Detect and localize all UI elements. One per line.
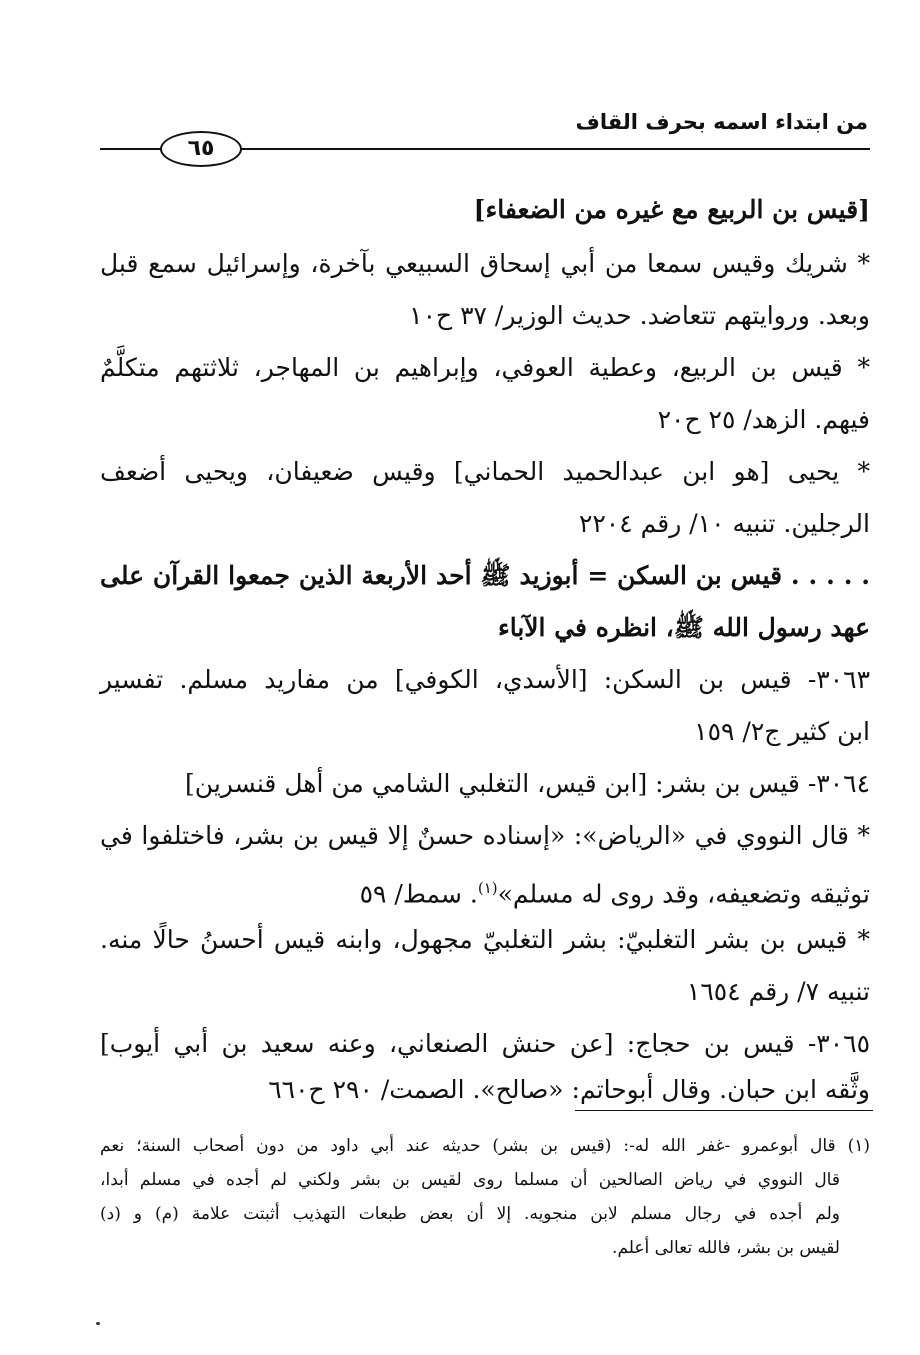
- text-line: فيهم. الزهد/ ٢٥ ح٢٠: [657, 405, 870, 434]
- running-head-title: من ابتداء اسمه بحرف القاف: [575, 110, 868, 134]
- footnote-line: (١) قال أبوعمرو -غفر الله له-: (قيس بن بشر) حديثه عند أبي داود من دون أصحاب السنة؛ نعم: [100, 1136, 870, 1156]
- text-line: [360, 868, 870, 914]
- footnote-line: لقيس بن بشر، فالله تعالى أعلم.: [612, 1238, 840, 1258]
- entry-3063: ٣٠٦٣- قيس بن السكن: [الأسدي، الكوفي] من مفاريد مسلم. تفسير: [100, 665, 870, 694]
- section-heading: [قيس بن الربيع مع غيره من الضعفاء]: [473, 195, 870, 224]
- text-line: * شريك وقيس سمعا من أبي إسحاق السبيعي بآخرة، وإسرائيل سمع قبل: [100, 249, 870, 278]
- text-line: * قيس بن الربيع، وعطية العوفي، وإبراهيم بن المهاجر، ثلاثتهم متكلَّمٌ: [100, 353, 870, 382]
- text-line: تنبيه ٧/ رقم ١٦٥٤: [686, 977, 870, 1006]
- text-line: * قال النووي في «الرياض»: «إسناده حسنٌ إلا قيس بن بشر، فاختلفوا في: [100, 821, 870, 850]
- text-line: ابن كثير ج٢/ ١٥٩: [694, 717, 870, 746]
- text-line: الرجلين. تنبيه ١٠/ رقم ٢٢٠٤: [578, 509, 870, 538]
- footnote-line: ولم أجده في رجال مسلم لابن منجويه. إلا أن بعض طبعات التهذيب أثبتت علامة (م) و (د): [100, 1204, 840, 1224]
- text-line: * يحيى [هو ابن عبدالحميد الحماني] وقيس ضعيفان، ويحيى أضعف: [100, 457, 870, 486]
- page-number: ٦٥: [160, 131, 242, 167]
- text-line: وثَّقه ابن حبان. وقال أبوحاتم: «صالح». الصمت/ ٢٩٠ ح٦٦٠: [268, 1075, 870, 1104]
- footnote-marker[interactable]: (١): [477, 879, 498, 897]
- scan-speck: [96, 1322, 100, 1325]
- text-segment: . سمط/ ٥٩: [359, 879, 478, 909]
- text-line: . . . . . قيس بن السكن = أبوزيد ﷺ أحد الأربعة الذين جمعوا القرآن على: [100, 561, 870, 590]
- footnote-line: قال النووي في رياض الصالحين أن مسلما روى لقيس بن بشر ولكني لم أجده في مسلم أبدا،: [100, 1170, 840, 1190]
- footnote-rule: [575, 1110, 873, 1111]
- entry-3064: ٣٠٦٤- قيس بن بشر: [ابن قيس، التغلبي الشامي من أهل قنسرين]: [185, 769, 870, 798]
- text-line: وبعد. وروايتهم تتعاضد. حديث الوزير/ ٣٧ ح١٠: [409, 301, 870, 330]
- text-segment: توثيقه وتضعيفه، وقد روى له مسلم»: [497, 879, 870, 909]
- text-line: * قيس بن بشر التغلبيّ: بشر التغلبيّ مجهول، وابنه قيس أحسنُ حالًا منه.: [100, 925, 870, 954]
- text-line: عهد رسول الله ﷺ، انظره في الآباء: [497, 613, 870, 642]
- entry-3065: ٣٠٦٥- قيس بن حجاج: [عن حنش الصنعاني، وعنه سعيد بن أبي أيوب]: [100, 1029, 870, 1058]
